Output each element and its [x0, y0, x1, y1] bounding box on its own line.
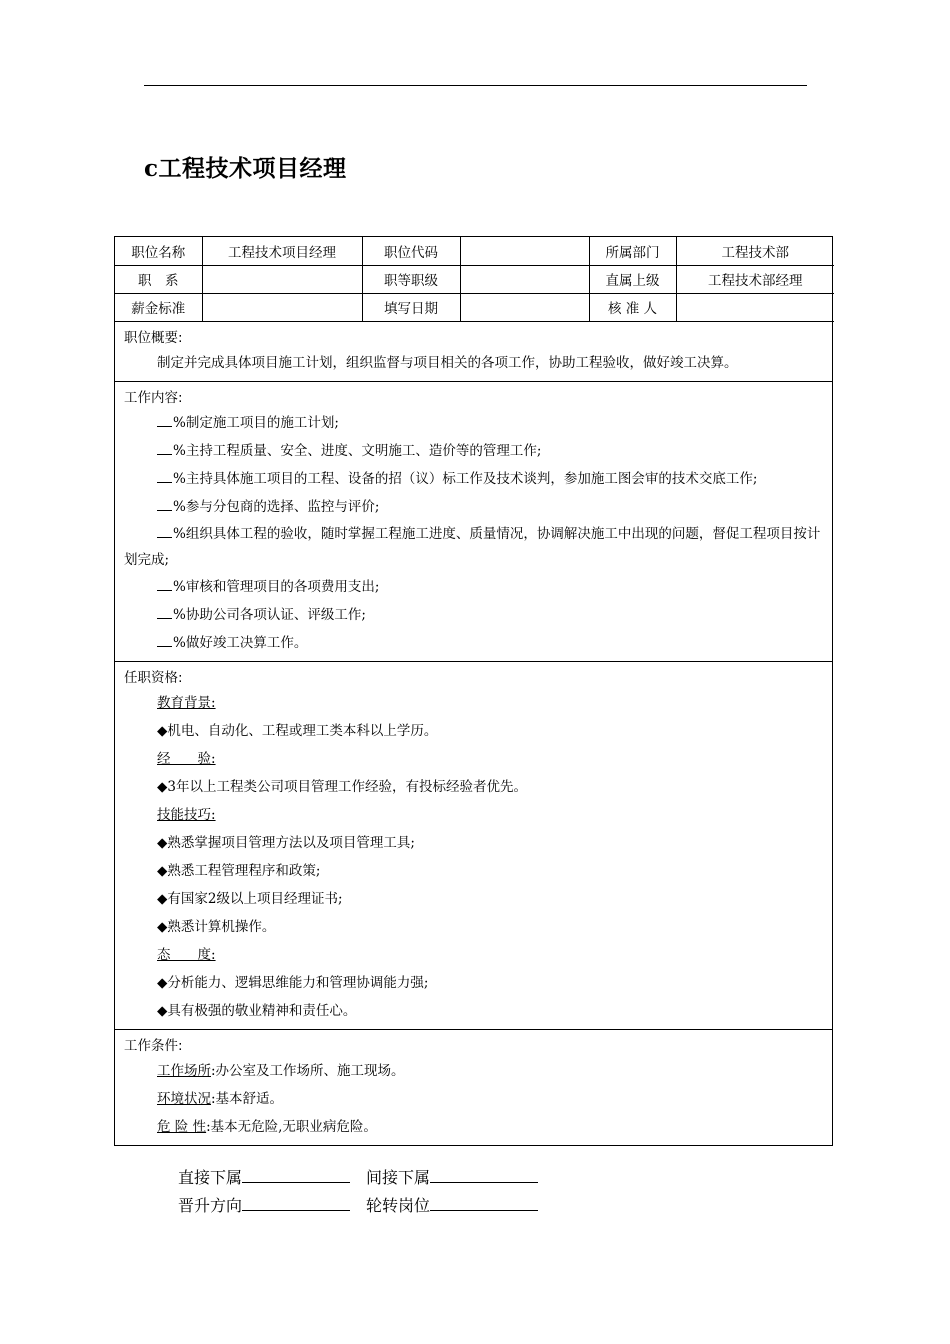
skill-item: ◆熟悉计算机操作。: [157, 918, 276, 935]
duty-item: %参与分包商的选择、监控与评价;: [124, 493, 824, 521]
duty-item: %主持工程质量、安全、进度、文明施工、造价等的管理工作;: [124, 437, 824, 465]
label-job-family: 职 系: [115, 265, 202, 293]
percent-blank: [157, 606, 172, 619]
value-supervisor: 工程技术部经理: [676, 265, 834, 293]
label-position-code: 职位代码: [362, 237, 460, 265]
label-position-name: 职位名称: [115, 237, 202, 265]
condition-workplace: 工作场所:办公室及工作场所、施工现场。: [157, 1062, 405, 1079]
label-department: 所属部门: [589, 237, 676, 265]
skill-item: ◆熟悉工程管理程序和政策;: [157, 862, 321, 879]
info-table: [115, 237, 834, 322]
percent-blank: [157, 442, 172, 455]
experience-item: ◆3年以上工程类公司项目管理工作经验，有投标经验者优先。: [157, 778, 527, 795]
skill-item: ◆有国家2级以上项目经理证书;: [157, 890, 343, 907]
duty-item: %做好竣工决算工作。: [124, 629, 824, 657]
qualifications-heading: 任职资格:: [124, 669, 183, 686]
attitude-item: ◆具有极强的敬业精神和责任心。: [157, 1002, 357, 1019]
experience-label: 经 验:: [157, 750, 216, 767]
footer-row-subordinates: [178, 1165, 554, 1188]
duty-item: %主持具体施工项目的工程、设备的招（议）标工作及技术谈判，参加施工图会审的技术交底工作;: [124, 465, 824, 493]
indirect-subordinate-field[interactable]: [430, 1166, 538, 1183]
direct-subordinate-field[interactable]: [242, 1166, 350, 1183]
summary-text: 制定并完成具体项目施工计划，组织监督与项目相关的各项工作，协助工程验收，做好竣工决算。: [157, 354, 738, 371]
table-row: [115, 237, 834, 265]
duties-section: [115, 381, 832, 661]
condition-risk: 危 险 性:基本无危险,无职业病危险。: [157, 1118, 377, 1135]
percent-blank: [157, 470, 172, 483]
condition-environment: 环境状况:基本舒适。: [157, 1090, 284, 1107]
label-supervisor: 直属上级: [589, 265, 676, 293]
promotion-field[interactable]: [242, 1194, 350, 1211]
percent-blank: [157, 634, 172, 647]
skill-item: ◆熟悉掌握项目管理方法以及项目管理工具;: [157, 834, 415, 851]
table-row: [115, 293, 834, 321]
percent-blank: [157, 414, 172, 427]
value-fill-date: [460, 293, 589, 321]
attitude-label: 态 度:: [157, 946, 216, 963]
label-salary: 薪金标准: [115, 293, 202, 321]
value-position-code: [460, 237, 589, 265]
qualifications-section: [115, 661, 832, 1029]
job-description-form: [114, 236, 833, 1146]
value-grade: [460, 265, 589, 293]
education-label: 教育背景:: [157, 694, 216, 711]
page-title: c工程技术项目经理: [144, 155, 347, 182]
label-grade: 职等职级: [362, 265, 460, 293]
duty-item: %制定施工项目的施工计划;: [124, 409, 824, 437]
footer-row-career: [178, 1193, 554, 1216]
duty-item: %组织具体工程的验收，随时掌握工程施工进度、质量情况，协调解决施工中出现的问题，督促工程项目按计划完成;: [124, 525, 821, 568]
percent-blank: [157, 498, 172, 511]
education-item: ◆机电、自动化、工程或理工类本科以上学历。: [157, 722, 438, 739]
label-fill-date: 填写日期: [362, 293, 460, 321]
value-department: 工程技术部: [676, 237, 834, 265]
attitude-item: ◆分析能力、逻辑思维能力和管理协调能力强;: [157, 974, 429, 991]
value-job-family: [202, 265, 362, 293]
skills-label: 技能技巧:: [157, 806, 216, 823]
percent-blank: [157, 578, 172, 591]
percent-blank: [157, 525, 172, 538]
rotation-label: 轮转岗位: [366, 1196, 431, 1215]
duties-heading: 工作内容:: [124, 389, 183, 406]
table-row: [115, 265, 834, 293]
conditions-section: [115, 1029, 832, 1145]
duty-item: %协助公司各项认证、评级工作;: [124, 601, 824, 629]
duty-item: %审核和管理项目的各项费用支出;: [124, 573, 824, 601]
label-approver: 核 准 人: [589, 293, 676, 321]
summary-section: [115, 322, 832, 381]
direct-subordinate-label: 直接下属: [178, 1168, 243, 1187]
header-rule: [144, 85, 807, 86]
indirect-subordinate-label: 间接下属: [366, 1168, 431, 1187]
value-salary: [202, 293, 362, 321]
rotation-field[interactable]: [430, 1194, 538, 1211]
promotion-label: 晋升方向: [178, 1196, 243, 1215]
value-position-name: 工程技术项目经理: [202, 237, 362, 265]
value-approver: [676, 293, 834, 321]
conditions-heading: 工作条件:: [124, 1037, 183, 1054]
summary-heading: 职位概要:: [124, 329, 183, 346]
